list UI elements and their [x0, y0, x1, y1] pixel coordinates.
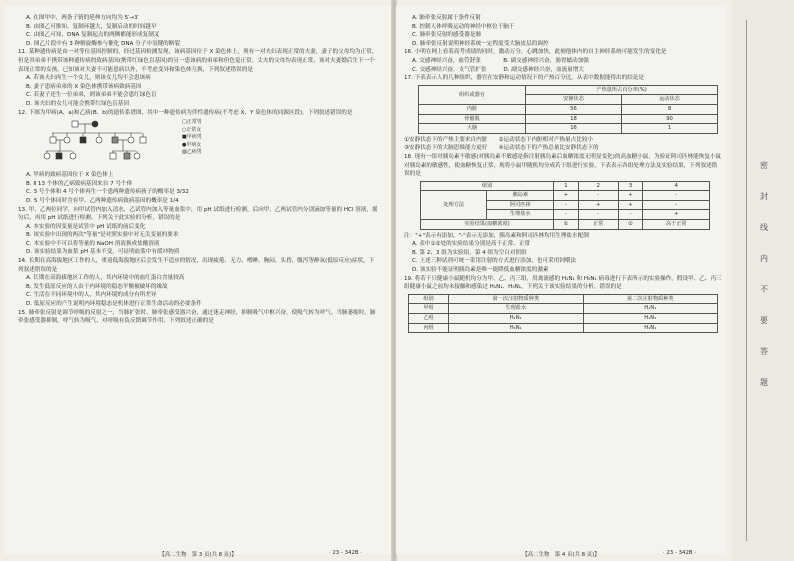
table-cell: 甲组	[409, 304, 449, 314]
table-row	[421, 191, 710, 201]
table-cell: H₁N₁	[583, 304, 718, 314]
table-cell: +	[553, 191, 578, 201]
table-cell: 4	[643, 181, 710, 191]
text-line: A. 表中①②处的实验结果分别是高于正常、正常	[412, 241, 531, 248]
table-cell: -	[578, 210, 618, 220]
table-cell: 胰岛素	[487, 191, 553, 201]
table-cell: -	[643, 200, 710, 210]
text-line: D. 该实验不能证明胰岛素是唯一能降低血糖浓度的激素	[412, 267, 549, 274]
table-cell: ②	[618, 220, 643, 230]
female-symbol	[96, 137, 102, 143]
text-line: B. Ⅱ 13 个体的乙病致病基因来自 7 号个体	[26, 180, 133, 187]
table-cell: 8	[621, 104, 717, 114]
table-cell: 1	[621, 124, 717, 134]
female-symbol	[70, 153, 76, 159]
table-cell: 生理盐水	[449, 304, 583, 314]
text-line: C. 肺牵张反射的感受器是肺	[412, 32, 481, 39]
text-line: D. 肺牵张反射说明神经系统一定程度受大脑皮层的调控	[412, 40, 549, 47]
text-line: ③安静状态下的大脑思维能力更好 ④运动状态下的产热总量比安静状态下的	[404, 145, 599, 152]
text-line: 15. 肺牵张反射是调节呼吸的反射之一，当肺扩张时，肺牵张感受器兴奋，通过迷走神经，抑制吸气中枢兴奋，使吸气转为呼气。当肺萎缩时，肺牵张感受器抑制，呼气转为吸气，对呼吸有负反馈调节作用，下列叙述正确的是	[18, 309, 376, 325]
table-cell: +	[643, 210, 710, 220]
male-symbol	[112, 137, 118, 143]
text-line: 16. 小明在网上看着高考成绩的同时，激动万分，心跳加快，此刻他体内的自主神经系统可能发生的变化是	[404, 49, 667, 56]
text-line: A. 甲病的致病基因位于 X 染色体上	[26, 172, 114, 179]
male-symbol	[80, 137, 86, 143]
text-line: 14. 长期在高海拔地区工作的人，重返低海拔地区后会发生不适应的情况，出现疲倦、无力、嗜睡、胸闷、头昏、腹泻等醉氧(低原反应)症状，下列叙述错误的是	[18, 258, 375, 273]
text-line: 11. 某种遗传病是由一对等位基因控制的，经过基因检测发现，该病基因位于 X 染色体上，现有一对夫妇表现正常的夫妻，妻子的父母均为正常，但是其弟弟不携带该种遗传病的致病基因(携带红绿色盲基因)的另一患该病的弟弟和但色觉正常，丈夫的父母均表现正常，该对夫妻婚后生下一个表现正常的女孩，已知该对夫妻不可能患病以外，不考虑变异和染色体互换，下列叙述错误的是	[18, 49, 378, 73]
right-page	[396, 6, 726, 558]
male-symbol	[110, 153, 116, 159]
male-symbol	[124, 153, 130, 159]
table-cell: +	[618, 200, 643, 210]
legend-item: ■甲病男	[182, 134, 202, 141]
table-cell: 18	[526, 114, 622, 124]
table-cell: 3	[618, 181, 643, 191]
text-line: C. 若妻子还生一位弟弟，则该弟弟不能会患红绿色盲	[26, 92, 157, 99]
text-line: C. 生活在不同环境中的人，其内环境的成分有所差异	[26, 292, 157, 299]
text-line: A. 肺牵张反射属于条件反射	[412, 15, 481, 21]
male-symbol	[50, 137, 56, 143]
text-line: C. 交感神经兴奋，支气管扩张 D. 副交感神经兴奋，血流量增大	[412, 66, 584, 73]
table-cell: H₁N₁	[449, 314, 583, 324]
table-cell: 安静状态	[526, 95, 622, 105]
text-line: D. 该实验结果为血浆 pH 基本不变，可证明血浆中有缓冲物质	[26, 249, 180, 256]
table-cell: +	[578, 200, 618, 210]
binding-line	[746, 20, 747, 541]
text-line: B. 由图乙可推知，复制环越大，复制启动的时间越早	[26, 23, 157, 30]
table-cell: 运动状态	[621, 95, 717, 105]
table-row	[409, 323, 718, 333]
legend-item: ○正常女	[182, 126, 202, 133]
table-cell: 2	[578, 181, 618, 191]
text-line: 19. 将若干只健康小鼠随机均分为甲、乙、丙三组，用禽流感的 H₁N₁ 和 H₅N₁ 病毒进行下表所示的实验操作。假设甲、乙、丙三组健康小鼠之前均未接触和感染过 H₁N₁、H₅N₁，下列关于该实验结果的分析，错误的是	[404, 275, 722, 291]
table-cell: 第一次注射物质种类	[449, 294, 583, 304]
binding-char: 要	[760, 316, 768, 325]
text-line: A. 交感神经兴奋，血管舒张 B. 副交感神经兴奋，肠胃蠕动加强	[412, 57, 589, 64]
table-cell: H₁N₁	[583, 323, 718, 333]
text-line: 注："+"表示有添加，"-"表示无添加，胰岛素和阿司匹林均用生理盐水配制	[404, 232, 589, 239]
table-cell: H₁N₁	[583, 314, 718, 324]
table-cell: ①	[553, 220, 578, 230]
table-cell: 处理方法	[421, 191, 487, 220]
table-cell: 高于正常	[643, 220, 710, 230]
binding-char: 不	[760, 285, 768, 294]
table-cell: 骨骼肌	[419, 114, 526, 124]
text-line: B. 控制人体呼吸运动的神经中枢位于脑干	[412, 23, 515, 30]
text-line: C. 由图乙可知，DNA 复制起点的两侧都能形成复制叉	[26, 32, 160, 39]
right-column	[404, 14, 722, 335]
table-cell: 内脏	[419, 104, 526, 114]
text-line: A. 若该夫妇再生一个女儿，则该女儿均不会患该病	[26, 75, 151, 82]
text-line: ①安静状态下的产热主要来自内脏 ②运动状态下内脏相对产热量占比较小	[404, 136, 594, 143]
right-footer-code: · 23 - 342B ·	[662, 550, 696, 556]
text-line: D. 低原反应的产生说明内环境稳态是机体进行正常生命活动的必要条件	[26, 301, 202, 308]
text-line: C. 上述三种试剂可统一采用注射的方式进行添加，也可采用饲喂法	[412, 258, 577, 265]
table-row	[419, 124, 718, 134]
table-cell: 产热量所占百分率(%)	[526, 85, 718, 95]
legend-item: ▨乙病男	[182, 149, 202, 156]
binding-text	[760, 150, 772, 398]
legend-item: ●甲病女	[182, 141, 202, 148]
text-line: 18. 现有一组对胰岛素不敏感(对胰岛素不敏感是指注射胰岛素后血糖浓度无明显变化)的高血糖小鼠，为验证阿司匹林能恢复小鼠对胰岛素的敏感性，使血糖恢复正常，现将小鼠甲随机均分成若干组进行实验，下表表示各组处理方法及实验结果，下列叙述错误的是	[404, 153, 722, 178]
text-line: B. 第 2、3 组为实验组，第 4 组为空白对照组	[412, 249, 527, 256]
table-row	[419, 104, 718, 114]
table-row	[409, 314, 718, 324]
text-line: A. 在图甲中，两条子链的延伸方向均为 5′→3′	[26, 15, 139, 21]
binding-char: 密	[760, 161, 768, 170]
binding-char: 线	[760, 223, 768, 232]
female-symbol	[44, 153, 50, 159]
binding-char: 答	[760, 347, 768, 356]
left-column	[18, 14, 378, 326]
text-line: D. 该夫妇的女儿可能会携带红绿色盲基因	[26, 100, 129, 107]
table-row	[409, 304, 718, 314]
table-cell: -	[643, 191, 710, 201]
text-line: B. 妻子患病弟弟的 X 染色体携带该病致病基因	[26, 83, 142, 90]
table-cell: 90	[621, 114, 717, 124]
table-cell: -	[618, 210, 643, 220]
left-footer-page: 【高二生物 第 3 页(共 8 页)】	[159, 552, 237, 558]
text-line: 13. 甲、乙两位同学，向甲试管内加入清水，乙试管内加入等量血浆中，用 pH 试纸进行检测，后向甲、乙两试管内分别滴加等量的 HCl 溶液，摇匀后，再用 pH 试纸进行检测。下列关于此实验的分析，错误的是	[18, 206, 378, 222]
table-cell: 组别	[409, 294, 449, 304]
table-cell: 16	[526, 124, 622, 134]
binding-margin	[732, 0, 794, 561]
text-line: A. 长期在高海拔地区工作的人，其内环境中的血红蛋白含量较高	[26, 275, 185, 282]
male-symbol	[140, 137, 146, 143]
table-cell: 丙组	[409, 323, 449, 333]
text-line: 12. 下图为甲病(A、a)和乙病(B、b)的遗传系谱图，其中一种遗传病为伴性遗传病(不考虑 X、Y 染色体的同源区段)。下列叙述错误的是	[18, 109, 353, 116]
text-line: B. 发生低原反应的人由于内环境的稳态平衡被破坏的缘故	[26, 283, 168, 290]
table-row	[419, 114, 718, 124]
text-line: 17. 下表表示人的几种组织、器官在安静和运动情况下的产热百分比，从表中数据能得出的结论是	[404, 75, 645, 82]
text-line: D. 图乙片段中有 3 种解旋酶参与催化 DNA 分子中氢键的断裂	[26, 40, 180, 47]
table-cell: +	[618, 191, 643, 201]
table-cell: 组别	[421, 181, 554, 191]
table-cell: H₅N₁	[449, 323, 583, 333]
binding-char: 内	[760, 254, 768, 263]
table-cell: -	[553, 210, 578, 220]
table-cell: 56	[526, 104, 622, 114]
text-line: A. 本实验的因变量是试管中 pH 试纸的前后变化	[26, 223, 146, 230]
table-cell: 组织或器官	[419, 85, 526, 104]
table-cell: 1	[553, 181, 578, 191]
binding-char: 封	[760, 192, 768, 201]
male-symbol	[72, 121, 78, 127]
binding-char: 题	[760, 378, 768, 387]
insulin-experiment-table	[420, 181, 710, 230]
virus-injection-table	[408, 294, 718, 333]
table-cell: -	[578, 191, 618, 201]
text-line: C. 本实验中不可以将等量的 NaOH 溶液换成盐酸溶液	[26, 240, 160, 247]
legend-item: □正常男	[182, 119, 202, 126]
table-cell: 生理盐水	[487, 210, 553, 220]
table-cell: 乙组	[409, 314, 449, 324]
heat-production-table	[418, 85, 718, 134]
right-footer-page: 【高二生物 第 4 页(共 8 页)】	[522, 552, 600, 558]
female-symbol	[128, 137, 134, 143]
table-cell: -	[553, 200, 578, 210]
female-symbol	[134, 153, 140, 159]
left-footer-code: · 23 - 342B ·	[328, 550, 362, 556]
text-line: C. 3 号个体和 4 号个体再生一个患两种遗传病孩子的概率是 3/32	[26, 189, 189, 196]
table-cell: 大脑	[419, 124, 526, 134]
text-line: D. 5 号个体同时含有甲、乙两种遗传病致病基因的概率是 1/4	[26, 197, 179, 204]
left-page	[4, 6, 392, 558]
table-cell: 阿司匹林	[487, 200, 553, 210]
table-cell: 第二次注射物质种类	[583, 294, 718, 304]
female-symbol	[64, 137, 70, 143]
female-symbol	[92, 121, 98, 127]
table-cell: 正常	[578, 220, 618, 230]
table-cell: 实验结果(血糖浓度)	[421, 220, 554, 230]
pedigree-svg	[32, 117, 182, 171]
male-symbol	[56, 153, 62, 159]
pedigree-legend	[182, 119, 202, 157]
pedigree-chart	[32, 117, 378, 171]
text-line: B. 该实验中出现的两次"等量"是对照实验中对无关变量的要求	[26, 232, 179, 239]
